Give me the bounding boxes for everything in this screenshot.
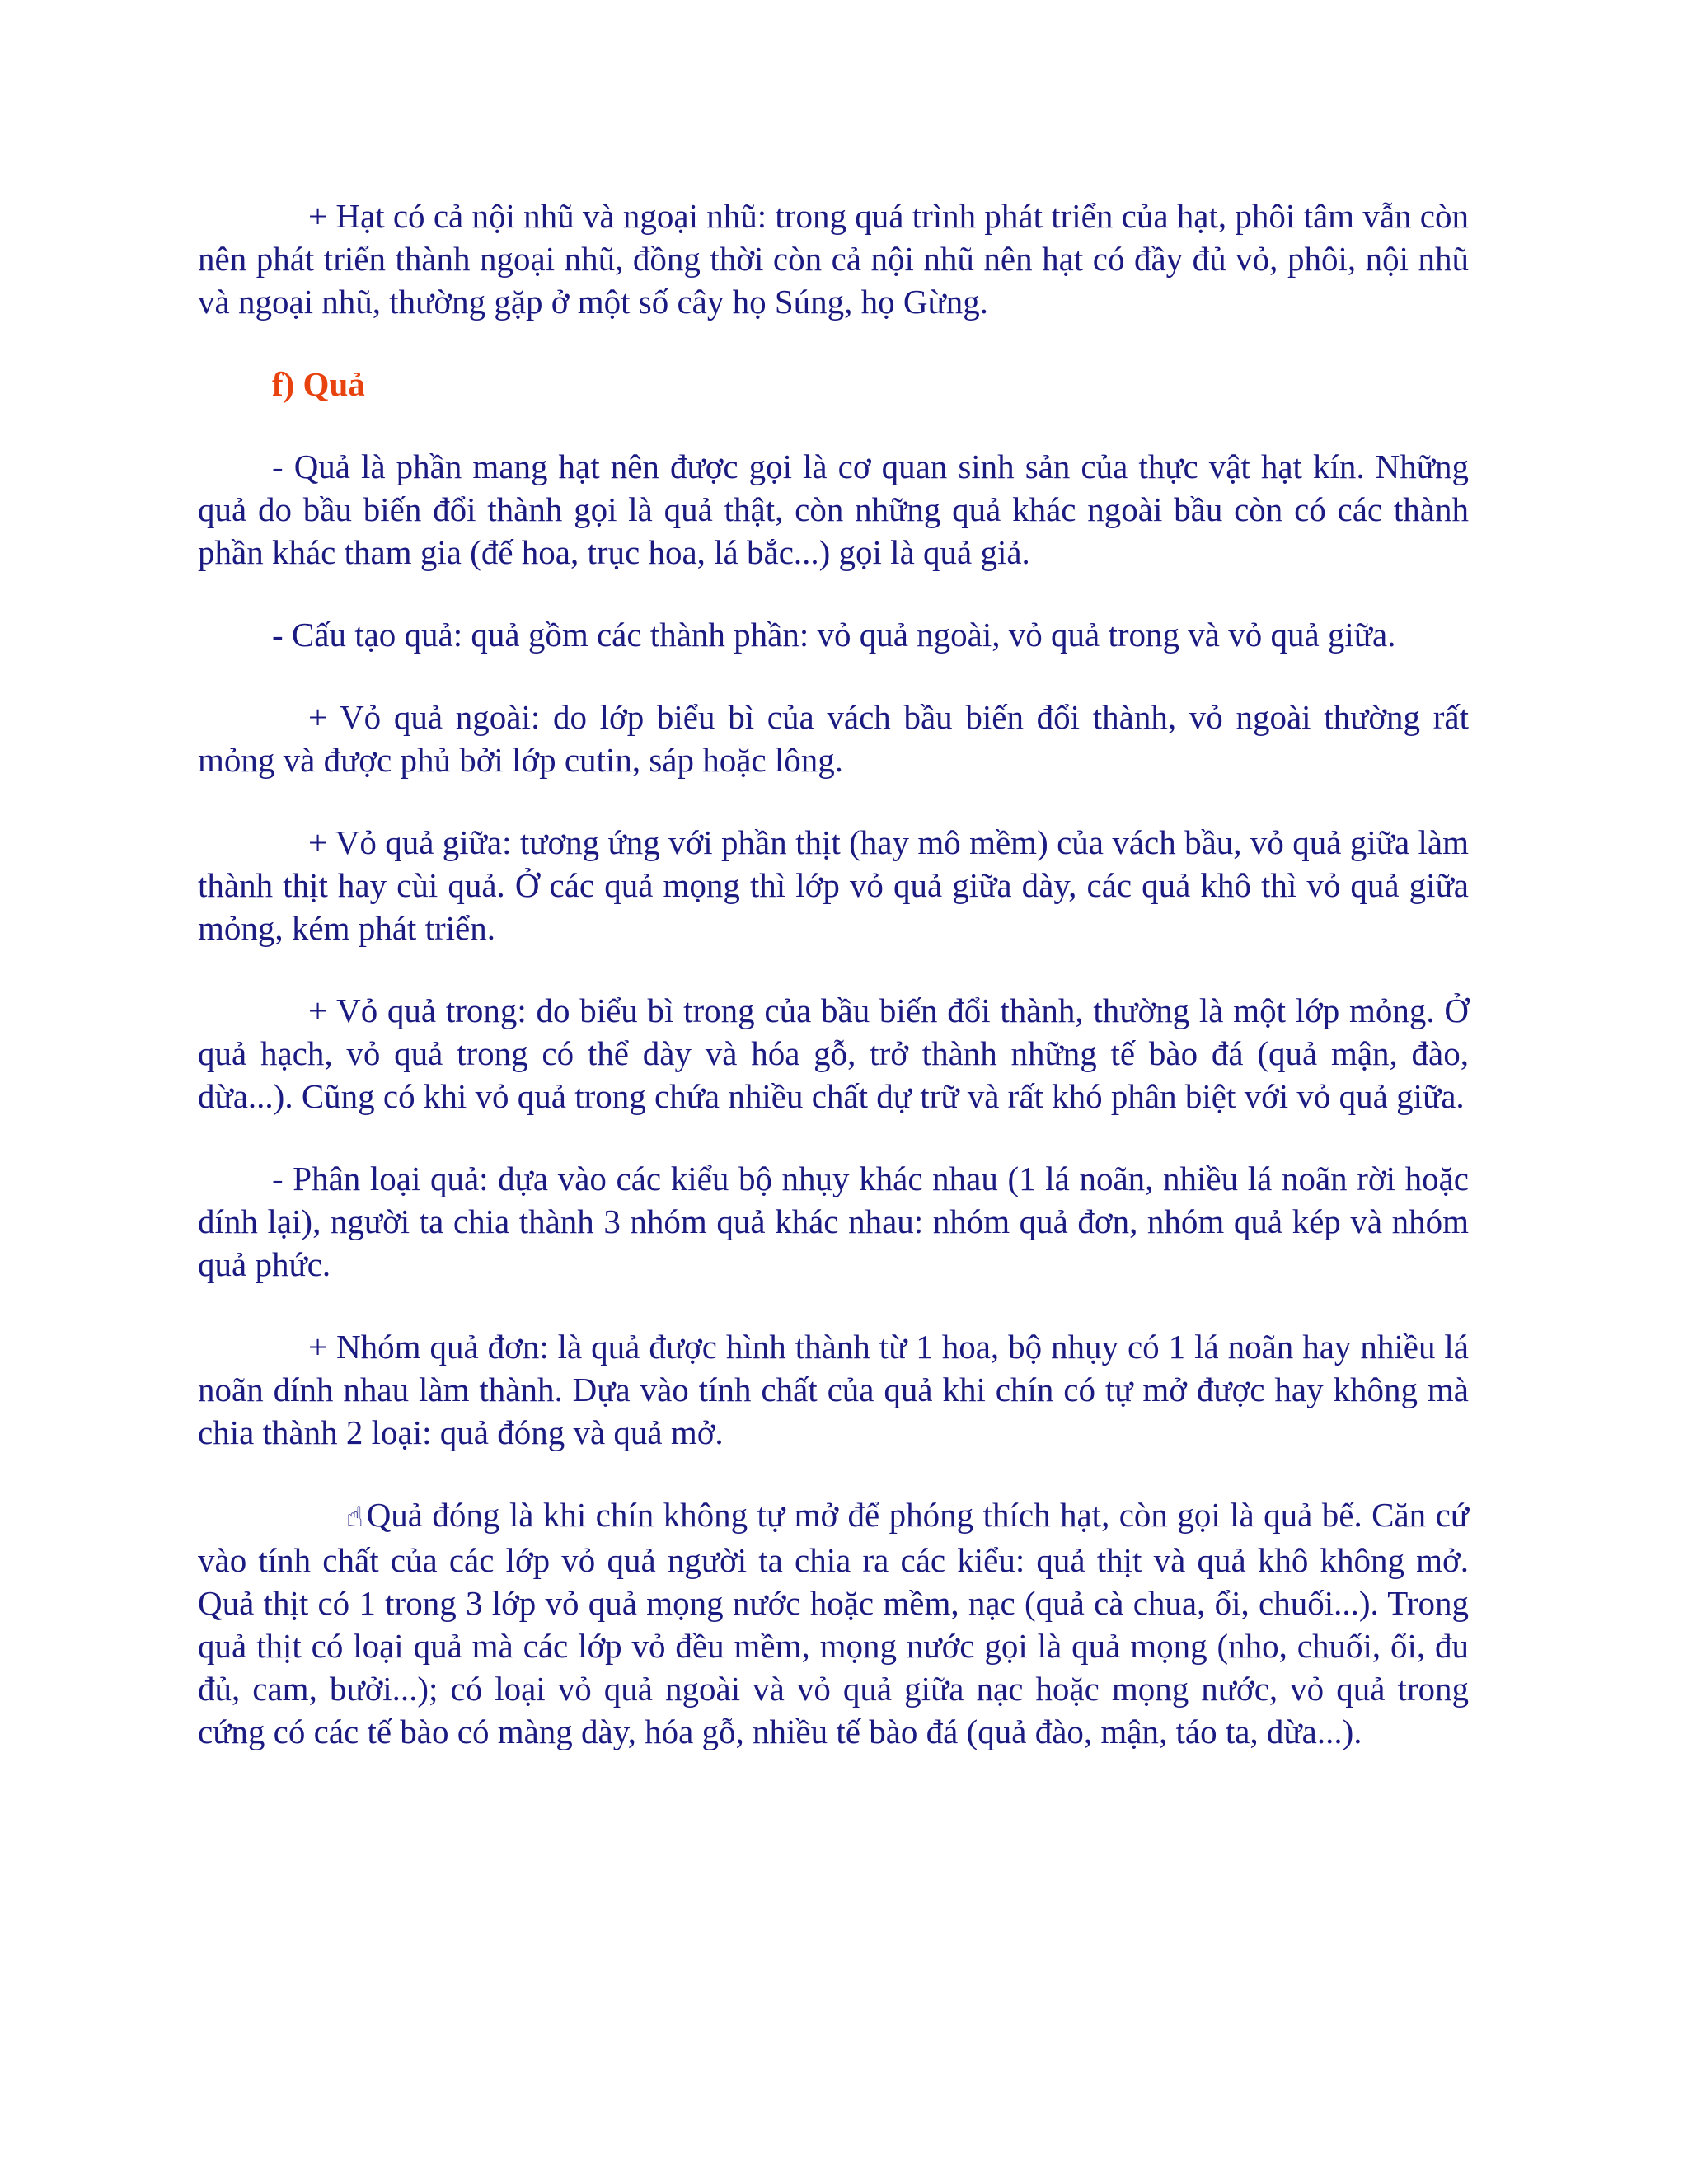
paragraph-simple-fruit-group: + Nhóm quả đơn: là quả được hình thành từ 1 hoa, bộ nhụy có 1 lá noãn hay nhiều lá noãn dính nhau làm thành. Dựa vào tính chất của quả khi chín có tự mở được hay không mà chia thành 2 loại: quả đóng và quả mở. [198, 1328, 1469, 1451]
paragraph-seed-endosperm-perisperm: + Hạt có cả nội nhũ và ngoại nhũ: trong quá trình phát triển của hạt, phôi tâm vẫn còn nên phát triển thành ngoại nhũ, đồng thời còn cả nội nhũ nên hạt có đầy đủ vỏ, phôi, nội nhũ và ngoại nhũ, thường gặp ở một số cây họ Súng, họ Gừng. [198, 197, 1469, 321]
document-body [198, 194, 1469, 1793]
paragraph-endocarp: + Vỏ quả trong: do biểu bì trong của bầu biến đổi thành, thường là một lớp mỏng. Ở quả hạch, vỏ quả trong có thể dày và hóa gỗ, trở thành những tế bào đá (quả mận, đào, dừa...). Cũng có khi vỏ quả trong chứa nhiều chất dự trữ và rất khó phân biệt với vỏ quả giữa. [198, 991, 1469, 1115]
paragraph-fruit-classification: - Phân loại quả: dựa vào các kiểu bộ nhụy khác nhau (1 lá noãn, nhiều lá noãn rời hoặc dính lại), người ta chia thành 3 nhóm quả khác nhau: nhóm quả đơn, nhóm quả kép và nhóm quả phức. [198, 1160, 1469, 1283]
paragraph-exocarp: + Vỏ quả ngoài: do lớp biểu bì của vách bầu biến đổi thành, vỏ ngoài thường rất mỏng và được phủ bởi lớp cutin, sáp hoặc lông. [198, 698, 1469, 779]
paragraph-indehiscent-fruit [198, 1493, 1469, 1753]
paragraph-indehiscent-fruit-text: Quả đóng là khi chín không tự mở để phóng thích hạt, còn gọi là quả bế. Căn cứ vào tính chất của các lớp vỏ quả người ta chia ra các kiểu: quả thịt và quả khô không mở. Quả thịt có 1 trong 3 lớp vỏ quả mọng nước hoặc mềm, nạc (quả cà chua, ổi, chuối...). Trong quả thịt có loại quả mà các lớp vỏ đều mềm, mọng nước gọi là quả mọng (nho, chuối, ổi, đu đủ, cam, bưởi...); có loại vỏ quả ngoài và vỏ quả giữa nạc hoặc mọng nước, vỏ quả trong cứng có các tế bào có màng dày, hóa gỗ, nhiều tế bào đá (quả đào, mận, táo ta, dừa...). [198, 1496, 1469, 1750]
paragraph-fruit-structure: - Cấu tạo quả: quả gồm các thành phần: vỏ quả ngoài, vỏ quả trong và vỏ quả giữa. [272, 616, 1396, 654]
pointing-hand-icon: ☝ [346, 1501, 363, 1534]
paragraph-fruit-definition: - Quả là phần mang hạt nên được gọi là cơ quan sinh sản của thực vật hạt kín. Những quả do bầu biến đổi thành gọi là quả thật, còn những quả khác ngoài bầu còn có các thành phần khác tham gia (đế hoa, trục hoa, lá bắc...) gọi là quả giả. [198, 448, 1469, 571]
paragraph-mesocarp: + Vỏ quả giữa: tương ứng với phần thịt (hay mô mềm) của vách bầu, vỏ quả giữa làm thành thịt hay cùi quả. Ở các quả mọng thì lớp vỏ quả giữa dày, các quả khô thì vỏ quả giữa mỏng, kém phát triển. [198, 823, 1469, 947]
section-heading-qua: f) Quả [272, 365, 365, 403]
